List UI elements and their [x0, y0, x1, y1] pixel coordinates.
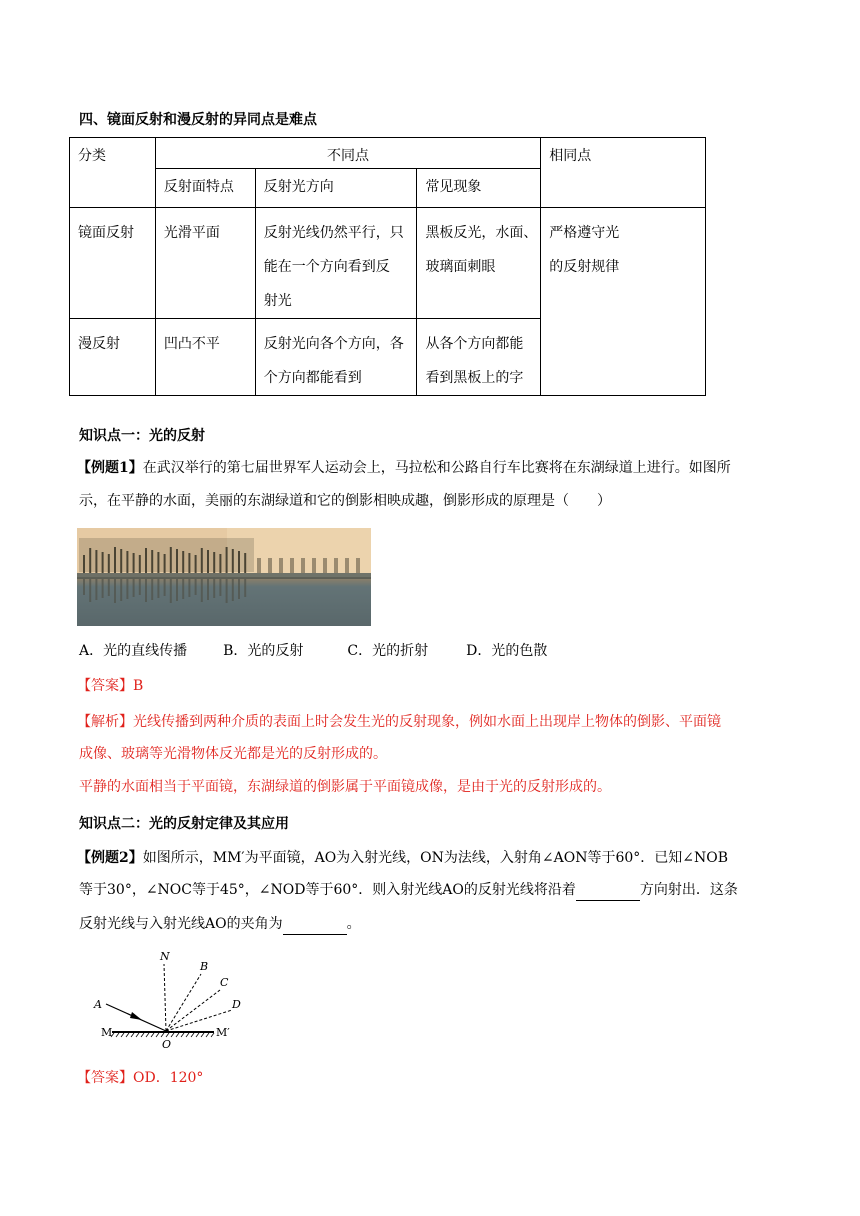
cell-line: 从各个方向都能: [425, 336, 524, 352]
kp1-analysis-line1: [77, 712, 721, 732]
row-surface: 凹凸不平: [155, 319, 255, 396]
comparison-table: [69, 137, 706, 396]
section-heading: 四、镜面反射和漫反射的异同点是难点: [79, 112, 317, 128]
question-text: 等于30°，∠NOC等于45°，∠NOD等于60°．则入射光线AO的反射光线将沿着: [79, 882, 576, 898]
row-phenomena: [417, 208, 541, 319]
cell-line: 严格遵守光: [549, 225, 620, 241]
kp2-title: 知识点二：光的反射定律及其应用: [79, 816, 289, 832]
answer-blank: [576, 880, 640, 901]
same-cell: [541, 208, 706, 396]
example-tag: 【例题1】: [77, 460, 143, 476]
answer-value: OD．120°: [133, 1070, 204, 1086]
label-m: M: [101, 1026, 113, 1039]
analysis-tag: 【解析】: [77, 714, 133, 730]
subheader-direction: 反射光方向: [255, 169, 417, 208]
question-text: 如图所示，MM′为平面镜，AO为入射光线，ON为法线，入射角∠AON等于60°．已知∠NOB: [142, 850, 729, 866]
answer-tag: 【答案】: [77, 1070, 133, 1086]
option-a: A．光的直线传播: [79, 643, 188, 659]
kp2-question-line1: [77, 848, 728, 868]
question-text: 。: [346, 916, 361, 932]
option-c: C．光的折射: [347, 643, 429, 659]
row-direction: [255, 319, 417, 396]
kp1-options: [79, 641, 547, 661]
label-c: C: [220, 976, 229, 989]
cell-line: 反射光线仍然平行，只: [263, 225, 404, 241]
question-text: 在武汉举行的第七届世界军人运动会上，马拉松和公路自行车比赛将在东湖绿道上进行。如图所: [142, 460, 731, 476]
arrow-icon: [130, 1012, 142, 1020]
cell-line: 射光: [263, 293, 292, 309]
option-b: B．光的反射: [223, 643, 304, 659]
header-same: 相同点: [541, 138, 706, 208]
ray-oc: [166, 990, 220, 1031]
answer-blank: [283, 914, 347, 935]
answer-value: B: [133, 678, 144, 694]
cell-line: 能在一个方向看到反: [263, 259, 390, 275]
kp2-question-line2: [79, 880, 738, 901]
kp1-analysis-line3: 平静的水面相当于平面镜，东湖绿道的倒影属于平面镜成像，是由于光的反射形成的。: [79, 779, 611, 795]
cell-line: 个方向都能看到: [263, 370, 362, 386]
kp1-analysis-line2: 成像、玻璃等光滑物体反光都是光的反射形成的。: [79, 746, 387, 762]
cell-line: 玻璃面刺眼: [425, 259, 496, 275]
cell-line: 的反射规律: [549, 259, 620, 275]
question-text: 反射光线与入射光线AO的夹角为: [79, 916, 283, 932]
kp1-question-line2: 示，在平静的水面，美丽的东湖绿道和它的倒影相映成趣，倒影形成的原理是（ ）: [79, 493, 611, 509]
kp1-question-line1: [77, 458, 731, 478]
label-b: B: [200, 960, 209, 973]
cell-line: 看到黑板上的字: [425, 370, 524, 386]
option-d: D．光的色散: [466, 643, 548, 659]
kp1-title: 知识点一：光的反射: [79, 428, 205, 444]
subheader-surface: 反射面特点: [155, 169, 255, 208]
label-m-prime: M′: [216, 1026, 230, 1039]
cell-line: 黑板反光，水面、: [425, 225, 538, 241]
kp1-answer: [77, 676, 143, 696]
ray-ob: [166, 974, 201, 1031]
row-direction: [255, 208, 417, 319]
label-n: N: [160, 950, 170, 963]
lake-reflection-photo: [77, 528, 371, 626]
kp2-answer: [77, 1068, 203, 1088]
normal-line: [164, 964, 166, 1031]
question-text: 方向射出．这条: [639, 882, 738, 898]
cell-line: 反射光向各个方向，各: [263, 336, 404, 352]
subheader-phenomena: 常见现象: [417, 169, 541, 208]
table-row: [70, 208, 706, 319]
header-category: 分类: [70, 138, 156, 208]
row-phenomena: [417, 319, 541, 396]
kp2-question-line3: [79, 914, 361, 935]
reflection-diagram: [86, 944, 256, 1059]
answer-tag: 【答案】: [77, 678, 133, 694]
label-d: D: [232, 998, 241, 1011]
label-o: O: [162, 1038, 172, 1051]
label-a: A: [94, 998, 102, 1011]
example-tag: 【例题2】: [77, 850, 143, 866]
analysis-text: 光线传播到两种介质的表面上时会发生光的反射现象，例如水面上出现岸上物体的倒影、平面镜: [133, 714, 721, 730]
row-name: 漫反射: [70, 319, 156, 396]
header-different: 不同点: [155, 138, 540, 169]
row-surface: 光滑平面: [155, 208, 255, 319]
row-name: 镜面反射: [70, 208, 156, 319]
